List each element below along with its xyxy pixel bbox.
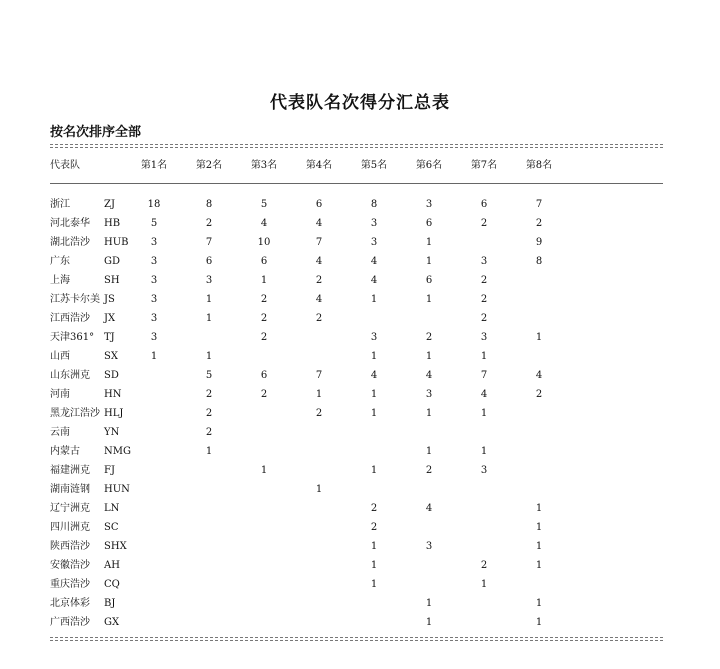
place-3-count: 10 xyxy=(257,237,271,248)
place-5-count: 1 xyxy=(370,389,378,400)
place-2-count: 1 xyxy=(205,446,213,457)
bottom-double-rule xyxy=(50,637,663,641)
place-4-count: 4 xyxy=(315,294,323,305)
place-5-count: 1 xyxy=(370,579,378,590)
place-7-count: 1 xyxy=(480,579,488,590)
team-name: 上海 xyxy=(50,275,70,286)
team-code: HN xyxy=(104,389,122,400)
place-5-count: 4 xyxy=(370,370,378,381)
team-name: 江苏卡尔美 xyxy=(50,294,100,305)
place-5-count: 3 xyxy=(370,237,378,248)
team-name: 黑龙江浩沙 xyxy=(50,408,100,419)
header-place-8: 第8名 xyxy=(525,160,553,171)
team-code: YN xyxy=(104,427,120,438)
place-8-count: 1 xyxy=(535,560,543,571)
table-row xyxy=(0,594,720,613)
place-4-count: 1 xyxy=(315,484,323,495)
report-subtitle: 按名次排序全部 xyxy=(50,125,142,140)
place-4-count: 6 xyxy=(315,199,323,210)
place-8-count: 2 xyxy=(535,218,543,229)
place-5-count: 2 xyxy=(370,522,378,533)
table-row xyxy=(0,290,720,309)
team-name: 河南 xyxy=(50,389,70,400)
place-7-count: 2 xyxy=(480,294,488,305)
team-code: BJ xyxy=(104,598,116,609)
place-7-count: 1 xyxy=(480,351,488,362)
place-1-count: 3 xyxy=(150,275,158,286)
place-3-count: 2 xyxy=(260,389,268,400)
place-3-count: 6 xyxy=(260,370,268,381)
report-title: 代表队名次得分汇总表 xyxy=(270,93,450,113)
table-row xyxy=(0,309,720,328)
team-code: AH xyxy=(104,560,120,571)
place-6-count: 2 xyxy=(425,465,433,476)
place-7-count: 3 xyxy=(480,465,488,476)
table-row xyxy=(0,556,720,575)
place-6-count: 1 xyxy=(425,598,433,609)
place-6-count: 4 xyxy=(425,370,433,381)
place-4-count: 4 xyxy=(315,218,323,229)
table-row xyxy=(0,252,720,271)
place-3-count: 4 xyxy=(260,218,268,229)
table-row xyxy=(0,575,720,594)
team-code: TJ xyxy=(104,332,115,343)
table-row xyxy=(0,347,720,366)
place-1-count: 5 xyxy=(150,218,158,229)
place-3-count: 2 xyxy=(260,332,268,343)
team-name: 内蒙古 xyxy=(50,446,80,457)
place-5-count: 2 xyxy=(370,503,378,514)
place-7-count: 7 xyxy=(480,370,488,381)
team-code: ZJ xyxy=(104,199,115,210)
place-2-count: 1 xyxy=(205,351,213,362)
table-row xyxy=(0,271,720,290)
place-5-count: 3 xyxy=(370,332,378,343)
place-7-count: 3 xyxy=(480,256,488,267)
table-row xyxy=(0,442,720,461)
place-1-count: 3 xyxy=(150,294,158,305)
team-name: 陕西浩沙 xyxy=(50,541,90,552)
place-1-count: 3 xyxy=(150,313,158,324)
place-8-count: 1 xyxy=(535,617,543,628)
table-row xyxy=(0,518,720,537)
team-code: HB xyxy=(104,218,121,229)
place-5-count: 8 xyxy=(370,199,378,210)
table-row xyxy=(0,613,720,632)
header-place-5: 第5名 xyxy=(360,160,388,171)
place-7-count: 6 xyxy=(480,199,488,210)
place-3-count: 1 xyxy=(260,465,268,476)
team-code: JX xyxy=(104,313,116,324)
place-3-count: 6 xyxy=(260,256,268,267)
place-8-count: 8 xyxy=(535,256,543,267)
team-name: 北京体彩 xyxy=(50,598,90,609)
place-6-count: 6 xyxy=(425,275,433,286)
place-6-count: 1 xyxy=(425,617,433,628)
team-name: 广西浩沙 xyxy=(50,617,90,628)
place-5-count: 1 xyxy=(370,541,378,552)
place-6-count: 1 xyxy=(425,294,433,305)
team-name: 浙江 xyxy=(50,199,70,210)
place-3-count: 2 xyxy=(260,294,268,305)
place-6-count: 3 xyxy=(425,389,433,400)
place-2-count: 2 xyxy=(205,408,213,419)
table-row xyxy=(0,385,720,404)
header-place-6: 第6名 xyxy=(415,160,443,171)
table-row xyxy=(0,499,720,518)
place-6-count: 3 xyxy=(425,541,433,552)
team-code: NMG xyxy=(104,446,131,457)
place-1-count: 18 xyxy=(147,199,161,210)
place-4-count: 2 xyxy=(315,313,323,324)
place-6-count: 1 xyxy=(425,237,433,248)
place-6-count: 1 xyxy=(425,351,433,362)
header-place-7: 第7名 xyxy=(470,160,498,171)
team-name: 云南 xyxy=(50,427,70,438)
place-4-count: 2 xyxy=(315,275,323,286)
place-1-count: 3 xyxy=(150,256,158,267)
header-team: 代表队 xyxy=(50,160,80,171)
team-code: LN xyxy=(104,503,120,514)
team-name: 河北泰华 xyxy=(50,218,90,229)
team-code: SHX xyxy=(104,541,127,552)
place-6-count: 2 xyxy=(425,332,433,343)
table-row xyxy=(0,214,720,233)
table-row xyxy=(0,328,720,347)
place-6-count: 4 xyxy=(425,503,433,514)
place-4-count: 2 xyxy=(315,408,323,419)
table-row xyxy=(0,404,720,423)
header-rule xyxy=(50,183,663,184)
team-code: GX xyxy=(104,617,120,628)
team-name: 广东 xyxy=(50,256,70,267)
place-7-count: 2 xyxy=(480,560,488,571)
place-5-count: 3 xyxy=(370,218,378,229)
team-code: HUB xyxy=(104,237,129,248)
place-3-count: 1 xyxy=(260,275,268,286)
place-6-count: 3 xyxy=(425,199,433,210)
team-code: JS xyxy=(104,294,115,305)
place-7-count: 4 xyxy=(480,389,488,400)
place-8-count: 1 xyxy=(535,598,543,609)
place-2-count: 1 xyxy=(205,313,213,324)
team-code: HLJ xyxy=(104,408,124,419)
place-2-count: 5 xyxy=(205,370,213,381)
place-2-count: 2 xyxy=(205,389,213,400)
table-row xyxy=(0,195,720,214)
place-5-count: 1 xyxy=(370,465,378,476)
place-8-count: 1 xyxy=(535,332,543,343)
place-8-count: 1 xyxy=(535,541,543,552)
team-name: 山东洲克 xyxy=(50,370,90,381)
place-4-count: 7 xyxy=(315,237,323,248)
place-7-count: 1 xyxy=(480,408,488,419)
place-2-count: 7 xyxy=(205,237,213,248)
table-row xyxy=(0,423,720,442)
team-name: 天津361° xyxy=(50,332,95,343)
place-8-count: 1 xyxy=(535,522,543,533)
place-8-count: 9 xyxy=(535,237,543,248)
place-1-count: 1 xyxy=(150,351,158,362)
team-name: 湖南涟钢 xyxy=(50,484,90,495)
place-5-count: 1 xyxy=(370,351,378,362)
team-name: 安徽浩沙 xyxy=(50,560,90,571)
place-2-count: 2 xyxy=(205,218,213,229)
place-2-count: 8 xyxy=(205,199,213,210)
place-2-count: 3 xyxy=(205,275,213,286)
place-7-count: 2 xyxy=(480,275,488,286)
header-place-2: 第2名 xyxy=(195,160,223,171)
place-7-count: 3 xyxy=(480,332,488,343)
place-7-count: 2 xyxy=(480,313,488,324)
table-body xyxy=(0,195,720,632)
place-2-count: 6 xyxy=(205,256,213,267)
team-code: SX xyxy=(104,351,118,362)
place-5-count: 1 xyxy=(370,408,378,419)
team-code: CQ xyxy=(104,579,120,590)
place-2-count: 2 xyxy=(205,427,213,438)
place-5-count: 1 xyxy=(370,560,378,571)
place-8-count: 2 xyxy=(535,389,543,400)
team-code: GD xyxy=(104,256,121,267)
team-code: SH xyxy=(104,275,120,286)
team-name: 重庆浩沙 xyxy=(50,579,90,590)
header-place-1: 第1名 xyxy=(140,160,168,171)
place-4-count: 1 xyxy=(315,389,323,400)
place-8-count: 1 xyxy=(535,503,543,514)
place-7-count: 2 xyxy=(480,218,488,229)
place-6-count: 1 xyxy=(425,256,433,267)
place-5-count: 1 xyxy=(370,294,378,305)
place-7-count: 1 xyxy=(480,446,488,457)
place-1-count: 3 xyxy=(150,332,158,343)
place-4-count: 4 xyxy=(315,256,323,267)
table-row xyxy=(0,461,720,480)
place-8-count: 7 xyxy=(535,199,543,210)
table-row xyxy=(0,233,720,252)
header-place-3: 第3名 xyxy=(250,160,278,171)
team-name: 湖北浩沙 xyxy=(50,237,90,248)
team-name: 福建洲克 xyxy=(50,465,90,476)
place-3-count: 2 xyxy=(260,313,268,324)
place-3-count: 5 xyxy=(260,199,268,210)
place-6-count: 1 xyxy=(425,446,433,457)
team-code: SC xyxy=(104,522,119,533)
place-5-count: 4 xyxy=(370,275,378,286)
team-code: SD xyxy=(104,370,119,381)
place-1-count: 3 xyxy=(150,237,158,248)
team-name: 江西浩沙 xyxy=(50,313,90,324)
place-8-count: 4 xyxy=(535,370,543,381)
table-header xyxy=(0,158,720,174)
place-2-count: 1 xyxy=(205,294,213,305)
place-4-count: 7 xyxy=(315,370,323,381)
table-row xyxy=(0,537,720,556)
team-name: 山西 xyxy=(50,351,70,362)
team-code: HUN xyxy=(104,484,130,495)
table-row xyxy=(0,366,720,385)
team-name: 辽宁洲克 xyxy=(50,503,90,514)
team-name: 四川洲克 xyxy=(50,522,90,533)
place-6-count: 1 xyxy=(425,408,433,419)
header-place-4: 第4名 xyxy=(305,160,333,171)
top-double-rule xyxy=(50,144,663,148)
place-6-count: 6 xyxy=(425,218,433,229)
table-row xyxy=(0,480,720,499)
place-5-count: 4 xyxy=(370,256,378,267)
team-code: FJ xyxy=(104,465,115,476)
